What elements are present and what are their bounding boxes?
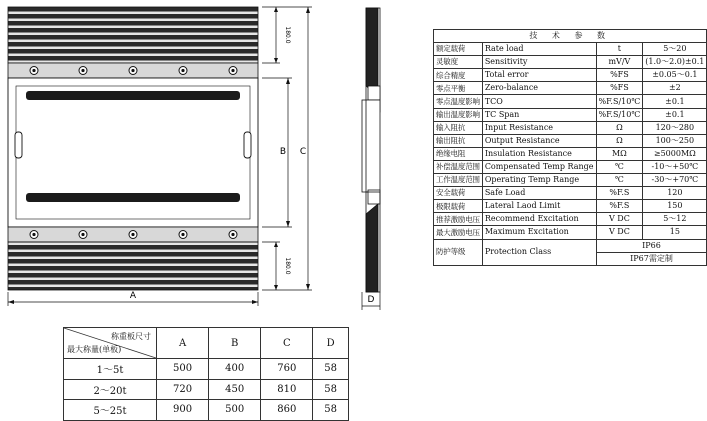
- spec-value: ±0.1: [643, 108, 707, 121]
- dim-header-row: [64, 328, 349, 359]
- spec-value: 100～250: [643, 134, 707, 147]
- dim-value: 720: [157, 379, 209, 400]
- dim-col-c: C: [261, 328, 313, 359]
- spec-row: [434, 200, 707, 213]
- dim-label-d: D: [367, 295, 375, 305]
- spec-row: [434, 187, 707, 200]
- spec-row: [434, 82, 707, 95]
- spec-unit: %F.S/10℃: [596, 108, 643, 121]
- spec-en-label: Zero-balance: [482, 82, 596, 95]
- dim-value: 58: [313, 400, 349, 421]
- spec-row: [434, 174, 707, 187]
- spec-unit: mV/V: [596, 56, 643, 69]
- dim-value: 450: [209, 379, 261, 400]
- spec-en-label: Output Resistance: [482, 134, 596, 147]
- spec-en-label: Lateral Laod Limit: [482, 200, 596, 213]
- spec-cn-label: 综合精度: [434, 69, 483, 82]
- dim-value: 900: [157, 400, 209, 421]
- dim-corner-bottom: 最大称量(单板): [67, 345, 122, 354]
- spec-value: 120: [643, 187, 707, 200]
- spec-value: ±2: [643, 82, 707, 95]
- spec-cn-label: 极限载荷: [434, 200, 483, 213]
- spec-cn-label: 输出温度影响: [434, 108, 483, 121]
- dim-label-a: A: [129, 291, 137, 301]
- dim-label-b: B: [279, 147, 287, 157]
- spec-protection-row: [434, 239, 707, 252]
- bottom-bolt-row: [8, 227, 258, 242]
- spec-unit: V DC: [596, 226, 643, 239]
- spec-row: [434, 226, 707, 239]
- spec-cn-label: 安全载荷: [434, 187, 483, 200]
- dim-col-b: B: [209, 328, 261, 359]
- spec-en-label: Compensated Temp Range: [482, 160, 596, 173]
- spec-row: [434, 121, 707, 134]
- dim-label-bottom-180: 180.0: [284, 257, 291, 275]
- spec-row: [434, 43, 707, 56]
- spec-header: 技 术 参 数: [434, 30, 707, 43]
- spec-cn-label: 补偿温度范围: [434, 160, 483, 173]
- dim-row: [64, 400, 349, 421]
- spec-unit: ℃: [596, 174, 643, 187]
- spec-value: 5～12: [643, 213, 707, 226]
- spec-cn-label: 最大激励电压: [434, 226, 483, 239]
- dim-corner-cell: [64, 328, 157, 359]
- dim-label-c: C: [299, 147, 307, 157]
- spec-cn-label: 绝缘电阻: [434, 147, 483, 160]
- spec-en-label: Sensitivity: [482, 56, 596, 69]
- spec-unit: Ω: [596, 134, 643, 147]
- dim-value: 58: [313, 359, 349, 380]
- spec-cn-label: 推荐激励电压: [434, 213, 483, 226]
- dim-label-top-180: 180.0: [284, 26, 291, 44]
- spec-cn-label: 额定载荷: [434, 43, 483, 56]
- spec-value: -10～+50℃: [643, 160, 707, 173]
- spec-row: [434, 56, 707, 69]
- side-view: [362, 8, 380, 292]
- center-plate: [8, 78, 258, 227]
- spec-en-label: TC Span: [482, 108, 596, 121]
- spec-value: IP67需定制: [596, 252, 707, 265]
- spec-cn-label: 工作温度范围: [434, 174, 483, 187]
- dim-value: 500: [157, 359, 209, 380]
- spec-en-label: Operating Temp Range: [482, 174, 596, 187]
- dim-col-d: D: [313, 328, 349, 359]
- spec-value: 5～20: [643, 43, 707, 56]
- spec-row: [434, 69, 707, 82]
- spec-en-label: Rate load: [482, 43, 596, 56]
- spec-en-label: Maximum Excitation: [482, 226, 596, 239]
- spec-en-label: TCO: [482, 95, 596, 108]
- dim-row: [64, 379, 349, 400]
- spec-cn-label: 输入阻抗: [434, 121, 483, 134]
- spec-en-label: Insulation Resistance: [482, 147, 596, 160]
- dim-value: 860: [261, 400, 313, 421]
- dim-row: [64, 359, 349, 380]
- spec-en-label: Protection Class: [482, 239, 596, 265]
- spec-unit: %F.S/10℃: [596, 95, 643, 108]
- spec-value: 150: [643, 200, 707, 213]
- dim-value: 500: [209, 400, 261, 421]
- dim-value: 810: [261, 379, 313, 400]
- spec-cn-label: 防护等级: [434, 239, 483, 265]
- spec-unit: MΩ: [596, 147, 643, 160]
- spec-unit: ℃: [596, 160, 643, 173]
- spec-row: [434, 213, 707, 226]
- bottom-ramp: [8, 242, 258, 290]
- spec-row: [434, 160, 707, 173]
- spec-unit: t: [596, 43, 643, 56]
- dim-range: 5～25t: [64, 400, 157, 421]
- spec-value: IP66: [596, 239, 707, 252]
- spec-unit: %F.S: [596, 200, 643, 213]
- spec-row: [434, 147, 707, 160]
- spec-en-label: Total error: [482, 69, 596, 82]
- spec-unit: %FS: [596, 69, 643, 82]
- spec-unit: %FS: [596, 82, 643, 95]
- dim-range: 1～5t: [64, 359, 157, 380]
- spec-row: [434, 108, 707, 121]
- spec-value: -30～+70℃: [643, 174, 707, 187]
- spec-unit: Ω: [596, 121, 643, 134]
- spec-table: [433, 29, 707, 266]
- spec-header-row: [434, 30, 707, 43]
- dim-range: 2～20t: [64, 379, 157, 400]
- spec-en-label: Safe Load: [482, 187, 596, 200]
- spec-en-label: Recommend Excitation: [482, 213, 596, 226]
- spec-cn-label: 零点温度影响: [434, 95, 483, 108]
- dim-table: [63, 327, 349, 421]
- dim-value: 760: [261, 359, 313, 380]
- spec-value: (1.0～2.0)±0.1: [643, 56, 707, 69]
- spec-en-label: Input Resistance: [482, 121, 596, 134]
- dim-value: 400: [209, 359, 261, 380]
- dim-corner-top: 称重板尺寸: [111, 332, 151, 341]
- spec-value: 120～280: [643, 121, 707, 134]
- dim-col-a: A: [157, 328, 209, 359]
- spec-cn-label: 零点平衡: [434, 82, 483, 95]
- dim-value: 58: [313, 379, 349, 400]
- spec-value: 15: [643, 226, 707, 239]
- spec-unit: %F.S: [596, 187, 643, 200]
- spec-row: [434, 134, 707, 147]
- spec-cn-label: 输出阻抗: [434, 134, 483, 147]
- spec-value: ±0.1: [643, 95, 707, 108]
- spec-cn-label: 灵敏度: [434, 56, 483, 69]
- spec-row: [434, 95, 707, 108]
- spec-value: ≥5000MΩ: [643, 147, 707, 160]
- spec-unit: V DC: [596, 213, 643, 226]
- spec-value: ±0.05～0.1: [643, 69, 707, 82]
